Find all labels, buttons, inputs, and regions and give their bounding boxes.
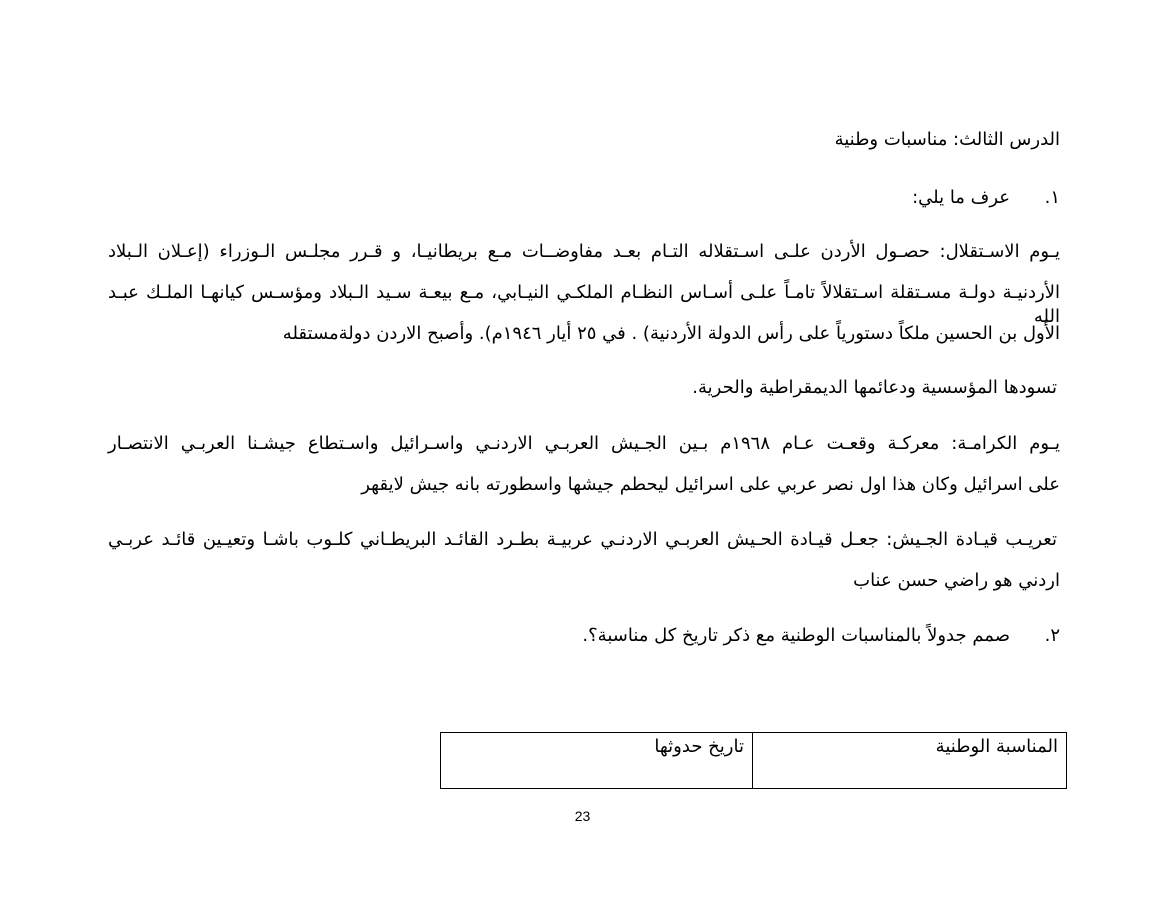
question-1-text: عرف ما يلي: [912,187,1010,208]
question-2-number: ٢. [1044,625,1060,646]
question-1-number: ١. [1044,187,1060,208]
table-header-occasion: المناسبة الوطنية [753,733,1067,789]
question-2-text: صمم جدولاً بالمناسبات الوطنية مع ذكر تاريخ كل مناسبة؟. [582,625,1010,646]
page-number: 23 [574,808,591,824]
question-1 [0,186,1165,210]
karameh-day-line-2: على اسرائيل وكان هذا اول نصر عربي على اسرائيل ليحطم جيشها واسطورته بانه جيش لايقهر [361,474,1060,495]
independence-day-line-1: يـوم الاسـتقلال: حصـول الأردن علـى اسـتقلاله التـام بعـد مفاوضــات مـع بريطانيـا، و قـرر مجلـس الـوزراء (إعـلان الـبلاد [108,241,1060,262]
table-row [441,733,1067,789]
question-2 [0,624,1165,648]
army-arabization-line-1: تعريـب قيـادة الجـيش: جعـل قيـادة الحـيش العربـي الاردنـي عربيـة بطـرد القائـد البريطـاني كلـوب باشـا وتعيـين قائـد عربـي [108,529,1057,550]
lesson-title: الدرس الثالث: مناسبات وطنية [834,129,1060,150]
independence-day-line-3: الأول بن الحسين ملكاً دستورياً على رأس الدولة الأردنية) . في ٢٥ أيار ١٩٤٦م). وأصبح الاردن دولةمستقله [282,323,1060,344]
army-arabization-line-2: اردني هو راضي حسن عناب [853,570,1060,591]
table-header-date: تاريخ حدوثها [441,733,753,789]
independence-day-line-2: الأردنيـة دولـة مسـتقلة اسـتقلالاً تامـاً علـى أسـاس النظـام الملكـي النيـابي، مـع بيعـة سـيد الـبلاد ومؤسـس كيانهـا الملـك عبـد الله [108,282,1060,327]
karameh-day-line-1: يـوم الكرامـة: معركـة وقعـت عـام ١٩٦٨م بـين الجـيش العربـي الاردنـي واسـرائيل واسـتطاع جيشـنا العربـي الانتصـار [108,433,1060,454]
national-events-table [440,732,1067,789]
independence-day-line-4: تسودها المؤسسية ودعائمها الديمقراطية والحرية. [692,377,1057,398]
